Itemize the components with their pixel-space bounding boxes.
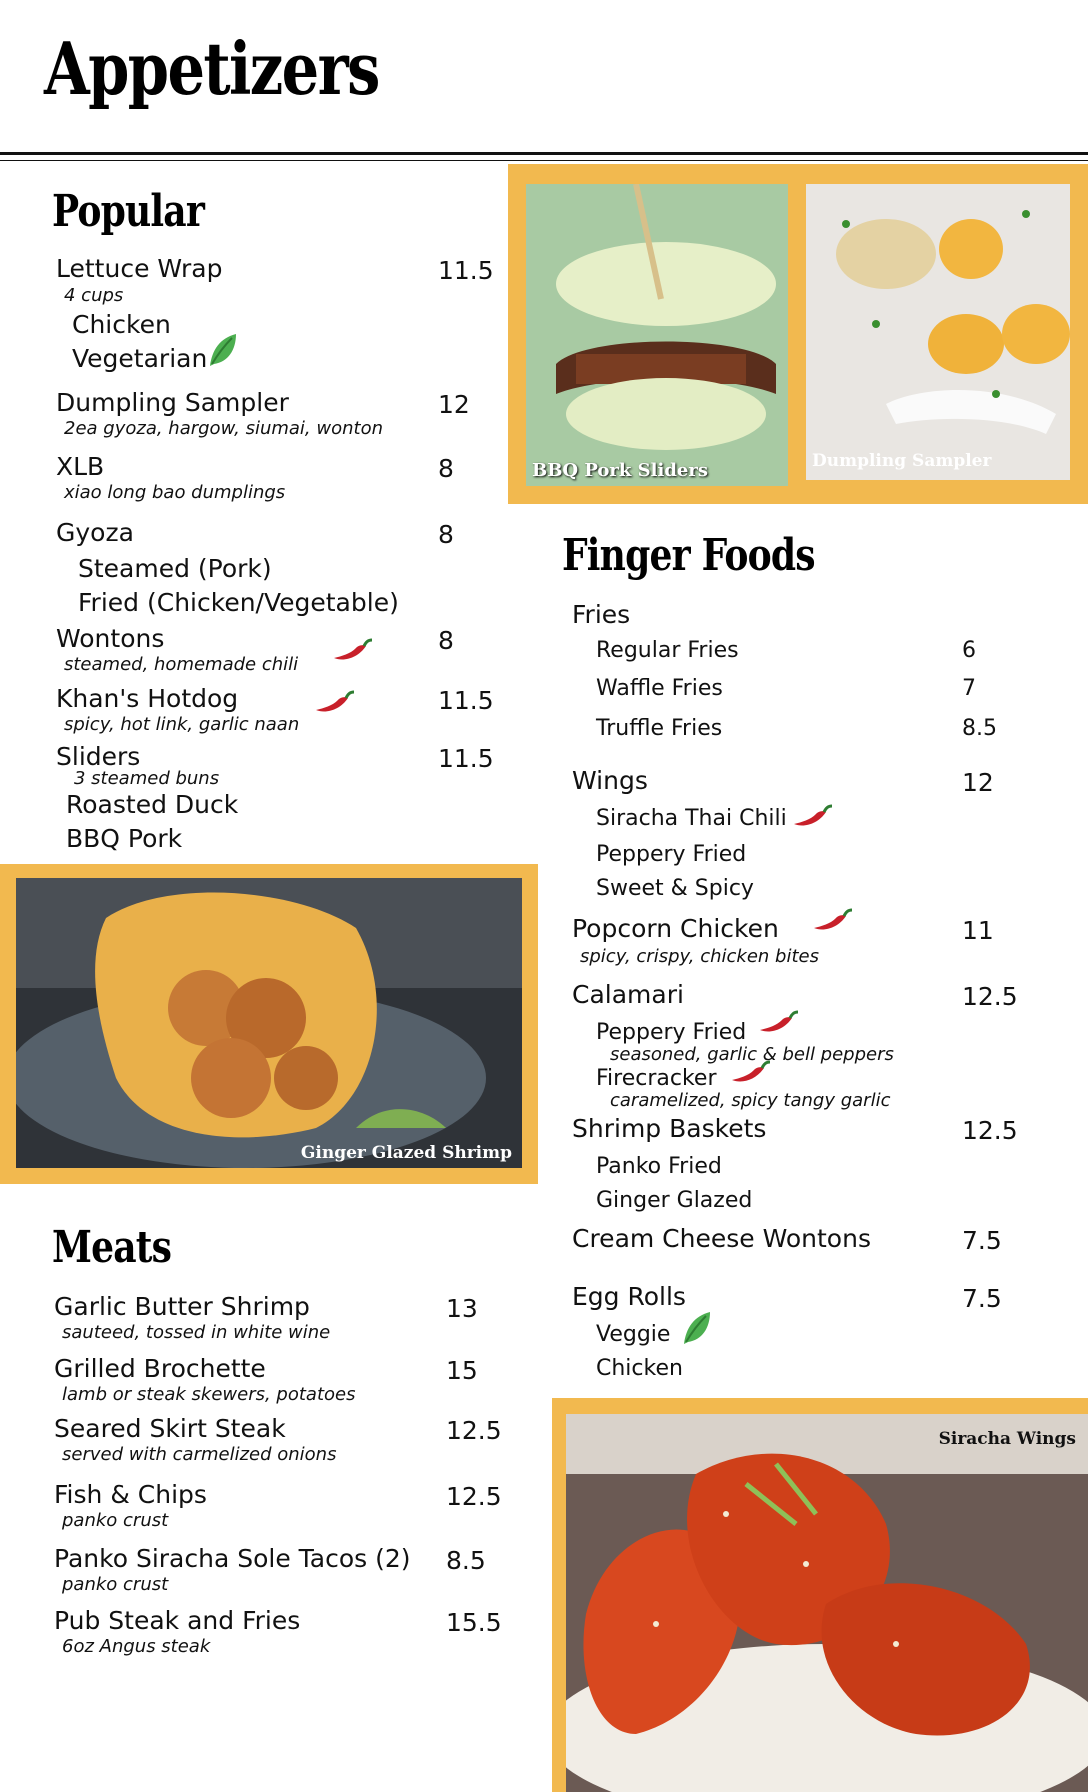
sub-veggie: Veggie [596,1322,671,1347]
sub-peppery-fried: Peppery Fried [596,842,747,867]
header-divider [0,152,1088,155]
sub-ginger-glazed: Ginger Glazed [596,1188,753,1213]
desc-panko-siracha-sole-tacos: panko crust [62,1574,169,1595]
photo-frame-top [508,164,1088,504]
item-wings: Wings [572,766,648,795]
price-sliders: 11.5 [438,744,494,773]
price-wontons: 8 [438,626,454,655]
popular-heading: Popular [52,186,205,237]
chili-pepper-icon [790,804,834,830]
item-seared-skirt-steak: Seared Skirt Steak [54,1414,286,1443]
item-cream-cheese-wontons: Cream Cheese Wontons [572,1224,871,1253]
page-title: Appetizers [44,26,379,111]
sub-panko-fried: Panko Fried [596,1154,722,1179]
leaf-icon [680,1310,712,1346]
photo-bbq-pork-sliders [526,184,788,486]
desc-popcorn-chicken: spicy, crispy, chicken bites [580,946,819,967]
item-pub-steak-and-fries: Pub Steak and Fries [54,1606,301,1635]
item-xlb: XLB [56,452,105,481]
item-panko-siracha-sole-tacos: Panko Siracha Sole Tacos (2) [54,1544,411,1573]
photo-frame-wings [552,1398,1088,1792]
photo-frame-shrimp [0,864,538,1184]
price-calamari: 12.5 [962,982,1018,1011]
price-gyoza: 8 [438,520,454,549]
sub-steamed-pork: Steamed (Pork) [78,554,272,583]
desc-wontons: steamed, homemade chili [64,654,299,675]
desc-seared-skirt-steak: served with carmelized onions [62,1444,337,1465]
chili-pepper-icon [756,1010,800,1036]
caption-dumpling-sampler: Dumpling Sampler [812,451,992,471]
sub-chicken: Chicken [72,310,171,339]
price-wings: 12 [962,768,994,797]
price-dumpling-sampler: 12 [438,390,470,419]
desc-pub-steak-and-fries: 6oz Angus steak [62,1636,211,1657]
sub-regular-fries: Regular Fries [596,638,739,663]
price-khans-hotdog: 11.5 [438,686,494,715]
sub-truffle-fries: Truffle Fries [596,716,723,741]
sub-chicken-egg-roll: Chicken [596,1356,683,1381]
sub-bbq-pork: BBQ Pork [66,824,183,853]
price-truffle-fries: 8.5 [962,716,997,741]
finger-foods-heading: Finger Foods [562,530,815,581]
price-cream-cheese-wontons: 7.5 [962,1226,1002,1255]
desc-lettuce-wrap: 4 cups [64,285,124,306]
item-lettuce-wrap: Lettuce Wrap [56,254,223,283]
desc-dumpling-sampler: 2ea gyoza, hargow, siumai, wonton [64,418,383,439]
item-dumpling-sampler: Dumpling Sampler [56,388,289,417]
price-seared-skirt-steak: 12.5 [446,1416,502,1445]
item-popcorn-chicken: Popcorn Chicken [572,914,779,943]
price-waffle-fries: 7 [962,676,976,701]
chili-pepper-icon [810,908,854,934]
price-egg-rolls: 7.5 [962,1284,1002,1313]
desc-fish-chips: panko crust [62,1510,169,1531]
price-xlb: 8 [438,454,454,483]
desc-grilled-brochette: lamb or steak skewers, potatoes [62,1384,356,1405]
price-regular-fries: 6 [962,638,976,663]
sub-firecracker: Firecracker [596,1066,717,1091]
meats-heading: Meats [52,1222,172,1273]
header-divider-thin [0,160,1088,161]
price-popcorn-chicken: 11 [962,916,994,945]
item-fish-chips: Fish & Chips [54,1480,207,1509]
sub-sweet-spicy: Sweet & Spicy [596,876,754,901]
item-calamari: Calamari [572,980,684,1009]
sub-fried: Fried (Chicken/Vegetable) [78,588,399,617]
price-lettuce-wrap: 11.5 [438,256,494,285]
leaf-icon [206,332,238,368]
item-fries: Fries [572,600,631,629]
caption-ginger-glazed-shrimp: Ginger Glazed Shrimp [300,1143,512,1163]
sub-vegetarian: Vegetarian [72,344,208,373]
photo-siracha-wings [566,1414,1088,1792]
price-pub-steak-and-fries: 15.5 [446,1608,502,1637]
sub-siracha-thai-chili: Siracha Thai Chili [596,806,787,831]
chili-pepper-icon [330,638,374,664]
item-sliders: Sliders [56,742,141,771]
item-shrimp-baskets: Shrimp Baskets [572,1114,767,1143]
item-gyoza: Gyoza [56,518,134,547]
price-panko-siracha-sole-tacos: 8.5 [446,1546,486,1575]
desc-khans-hotdog: spicy, hot link, garlic naan [64,714,300,735]
item-wontons: Wontons [56,624,165,653]
caption-bbq-pork-sliders: BBQ Pork Sliders [532,460,708,481]
desc-garlic-butter-shrimp: sauteed, tossed in white wine [62,1322,331,1343]
item-garlic-butter-shrimp: Garlic Butter Shrimp [54,1292,310,1321]
caption-siracha-wings: Siracha Wings [938,1429,1076,1449]
chili-pepper-icon [728,1060,772,1086]
desc-peppery-fried-calamari: seasoned, garlic & bell peppers [610,1044,894,1065]
sub-roasted-duck: Roasted Duck [66,790,239,819]
desc-xlb: xiao long bao dumplings [64,482,286,503]
photo-dumpling-sampler [806,184,1070,480]
item-egg-rolls: Egg Rolls [572,1282,686,1311]
price-fish-chips: 12.5 [446,1482,502,1511]
price-shrimp-baskets: 12.5 [962,1116,1018,1145]
sub-peppery-fried-calamari: Peppery Fried [596,1020,747,1045]
photo-ginger-glazed-shrimp [16,878,522,1168]
item-grilled-brochette: Grilled Brochette [54,1354,266,1383]
desc-sliders: 3 steamed buns [74,768,220,789]
desc-firecracker: caramelized, spicy tangy garlic [610,1090,891,1111]
price-garlic-butter-shrimp: 13 [446,1294,478,1323]
chili-pepper-icon [312,690,356,716]
sub-waffle-fries: Waffle Fries [596,676,723,701]
item-khans-hotdog: Khan's Hotdog [56,684,239,713]
price-grilled-brochette: 15 [446,1356,478,1385]
